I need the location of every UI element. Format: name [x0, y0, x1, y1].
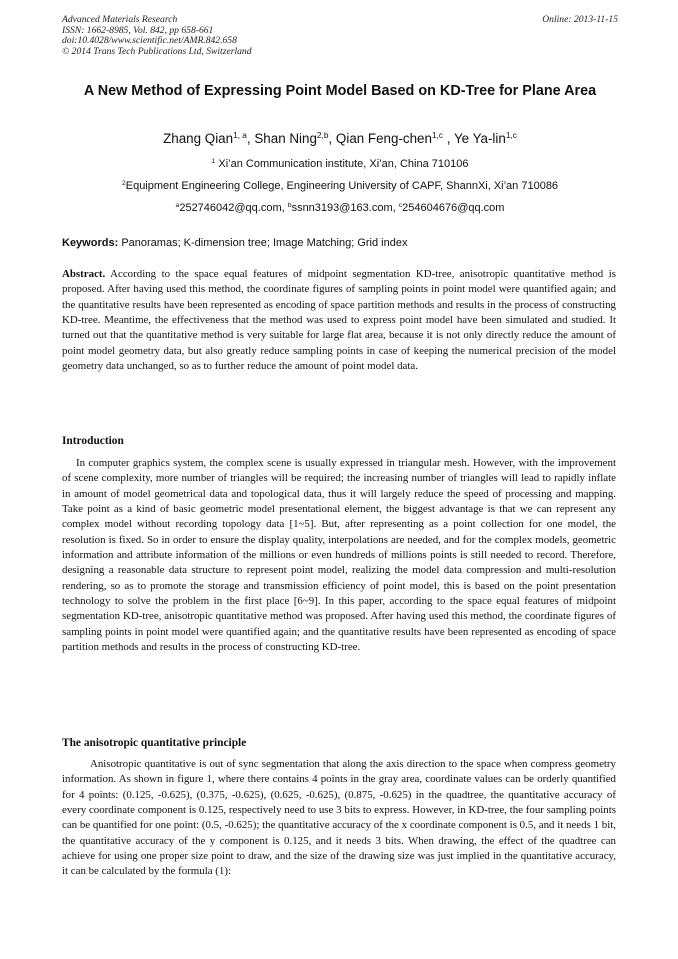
keywords-text: Panoramas; K-dimension tree; Image Matching; Grid index: [121, 237, 408, 249]
email-address: ssnn3193@163.com: [291, 202, 393, 214]
author-name: Ye Ya-lin: [453, 131, 506, 146]
abstract: [62, 267, 616, 374]
author-sup: 1,c: [431, 130, 444, 141]
journal-doi: doi:10.4028/www.scientific.net/AMR.842.658: [62, 35, 237, 47]
author-list: Zhang Qian$^{1, a}$, Shan Ning$^{2,b}$, Qian Feng-chen$^{1,c}$ , Ye Ya-lin$^{1,c}$: [163, 130, 517, 146]
affiliation-2: [62, 179, 618, 195]
section-heading: The anisotropic quantitative principle: [62, 737, 247, 749]
author-name: Shan Ning: [254, 131, 317, 146]
abstract-label: Abstract.: [62, 268, 106, 280]
abstract-text: According to the space equal features of midpoint segmentation KD-tree, anisotropic quantitative method is proposed. After having used this method, the coordinate figures of sampling points in point model were quantified again; and the quantitative results have been represented as encoding of space partition methods and results in the process of constructing KD-tree. Meantime, the effectiveness that the method was used to express point model have been simulated and studied. It turned out that the quantitative method is very suitable for large flat area, because it is not only directly reduce the amount of point model geometry data, but also greatly reduce sampling points in case of keeping the numerical precision of the model geometry data unchanged, so as to further reduce the amount of point model data.: [62, 268, 616, 373]
author-sup: 1,c: [505, 130, 517, 141]
email-sup: c: [398, 202, 403, 210]
author-name: Qian Feng-chen: [335, 131, 432, 146]
email-sup: a: [175, 202, 180, 210]
email-address: 252746042@qq.com: [179, 202, 282, 214]
author-sup: 2,b: [316, 130, 329, 141]
paper-title: A New Method of Expressing Point Model Based on KD-Tree for Plane Area: [83, 83, 597, 99]
keywords-label: Keywords:: [62, 237, 119, 249]
section-heading: Introduction: [62, 435, 124, 447]
journal-name: Advanced Materials Research: [62, 14, 178, 25]
online-date: Online: 2013-11-15: [542, 14, 618, 25]
email-address: 254604676@qq.com: [402, 202, 505, 214]
affiliation-1: [62, 157, 618, 173]
email-list: $^a$252746042@qq.com, $^b$ssnn3193@163.com, $^c$254604676@qq.com: [175, 202, 505, 214]
keywords: [62, 236, 618, 250]
author-name: Zhang Qian: [163, 131, 234, 146]
affiliation-text: Xi’an Communication institute, Xi’an, China 710106: [218, 158, 469, 170]
section-paragraph: Anisotropic quantitative is out of sync segmentation that along the axis direction to the space when compress geometry information. As shown in figure 1, where there contains 4 points in the gray area, coordinate values can be orderly quantified for 4 points: (0.125, -0.625), (0.375, -0.625), (0.625, -0.625), (0.875, -0.625) in the quadtree, the quantitative accuracy of every coordinate component is 0.125, respectively need to use 3 bits to express. However, in KD-tree, the four sampling points can be quantified for one point: (0.5, -0.625); the quantitative accuracy of the x coordinate component is 0.5, and it needs 1 bit, the quantitative accuracy of the y component is 0.125, and it needs 3 bits. When drawing, the effect of the quadtree can achieve for using one proper size point to draw, and the size of the drawing size was just implied in the quantitative accuracy, it can be calculated by the formula (1):: [62, 758, 616, 878]
section-paragraph: In computer graphics system, the complex scene is usually expressed in triangular mesh. However, with the improvement of scene complexity, more number of triangles will be required; the increasing number of triangles will lead to rapidly inflate in amount of model geometrical data and topological data, thus it will largely reduce the speed of processing and mapping. Take point as a kind of basic geometric model presentational element, the biggest advantage is that we can represent any complex model without recording topology data [1~5]. But, after representing as a point collection for one model, the resolution is fixed. So in order to ensure the display quality, interpolations are needed, and for the complex models, geometric information and attribute information of the millions or even hundreds of millions points is still needed to record. Therefore, designing a reasonable data structure to represent point model, realizing the model data compression and multi-resolution rendering, so as to promote the storage and transmission efficiency of point model, this is based on the point presentation technology to solve the problem in the first place [6~9]. In this paper, according to the space equal features of midpoint segmentation KD-tree, anisotropic quantitative method was proposed. After having used this method, the coordinate figures of sampling points in point model were quantified again; and the quantitative results have been represented as encoding of space partition methods and results in the process of constructing KD-tree.: [62, 457, 616, 654]
journal-header: [62, 15, 618, 57]
affiliation-sup: 2: [121, 180, 126, 188]
email-sup: b: [287, 202, 292, 210]
author-sup: 1, a: [233, 130, 247, 141]
affiliation-sup: 1: [211, 158, 216, 166]
affiliation-text: Equipment Engineering College, Engineering University of CAPF, ShannXi, Xi’an 710086: [125, 180, 559, 192]
journal-copyright: © 2014 Trans Tech Publications Ltd, Switzerland: [62, 45, 252, 57]
journal-info: [62, 15, 618, 57]
journal-issn: ISSN: 1662-8985, Vol. 842, pp 658-661: [62, 24, 214, 36]
